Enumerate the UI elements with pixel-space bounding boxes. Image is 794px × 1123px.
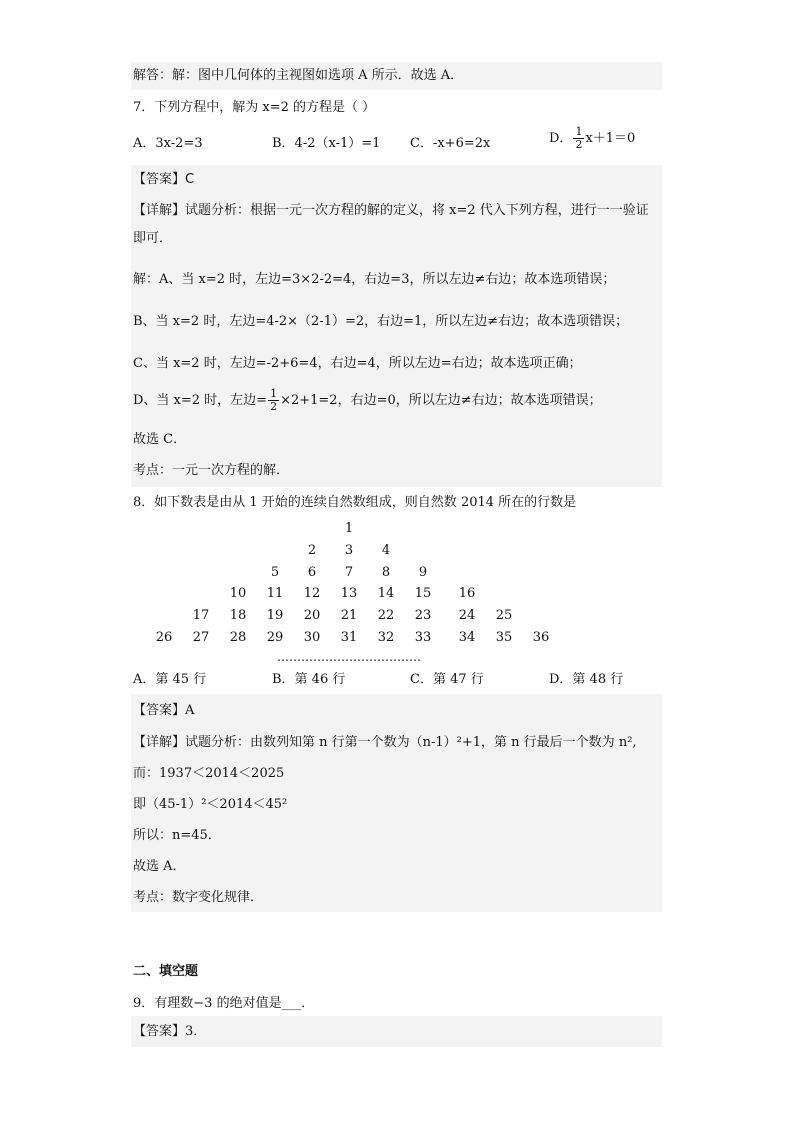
q7-option-c: C．-x+6=2x [410,136,491,151]
q7-line-c: C、当 x=2 时，左边=-2+6=4，右边=4，所以左边=右边；故本选项正确； [133,356,582,371]
number-cell: 26 [155,630,173,645]
q8-option-a: A．第 45 行 [133,672,207,687]
number-cell: 27 [192,630,210,645]
section-title: 二、填空题 [133,964,199,979]
q8-line-1: 而：1937＜2014＜2025 [133,766,285,781]
number-cell: 13 [340,586,358,601]
number-cell: 19 [266,608,284,623]
number-cell: 29 [266,630,284,645]
number-cell: 3 [344,543,354,558]
q7-line-d-post: ×2+1=2，右边=0，所以左边≠右边；故本选项错误； [280,393,602,408]
number-cell: 6 [307,565,317,580]
q7-option-d [549,126,635,151]
number-cell: 4 [381,543,391,558]
q7-option-b: B．4-2（x-1）=1 [272,136,381,151]
q8-stem: 8．如下数表是由从 1 开始的连续自然数组成，则自然数 2014 所在的行数是 [133,495,577,510]
number-cell: 8 [381,565,391,580]
number-cell: 7 [344,565,354,580]
number-cell: 1 [344,521,354,536]
q7-stem: 7．下列方程中，解为 x=2 的方程是（ ） [133,100,376,115]
number-cell: 2 [307,543,317,558]
number-cell: 24 [458,608,476,623]
number-cell: 34 [458,630,476,645]
q7-line-d [133,388,602,413]
q7-point: 考点：一元一次方程的解． [133,463,290,478]
q8-option-d: D．第 48 行 [549,672,624,687]
number-cell: 11 [266,586,284,601]
number-cell: 12 [303,586,321,601]
number-cell: 30 [303,630,321,645]
number-cell: 28 [229,630,247,645]
q9-answer-block [131,1016,662,1047]
number-cell: 17 [192,608,210,623]
q7-option-d-label: D． [549,131,573,146]
q8-conclusion: 故选 A． [133,859,186,874]
number-cell: 25 [495,608,513,623]
number-cell: 10 [229,586,247,601]
number-cell: 5 [270,565,280,580]
number-cell: 18 [229,608,247,623]
q8-point: 考点：数字变化规律． [133,890,264,905]
q7-line-a: 解：A、当 x=2 时，左边=3×2-2=4，右边=3，所以左边≠右边；故本选项错误； [133,272,616,287]
q9-stem: 9．有理数−3 的绝对值是___． [133,996,315,1011]
q7-detail: 【详解】试题分析：根据一元一次方程的解的定义，将 x=2 代入下列方程，进行一一验证即可． [133,203,649,246]
q7-line-d-fraction: $\frac{1}{2}$ [270,387,278,413]
q6-solution: 解答：解：图中几何体的主视图如选项 A 所示．故选 A． [133,68,464,83]
number-triangle-ellipsis: ……………………………… [277,650,421,664]
q7-answer: 【答案】C [133,172,195,187]
q8-line-2: 即（45-1）²＜2014＜45² [133,797,288,812]
q7-option-d-fraction: $\frac{1}{2}$ [575,125,583,151]
number-cell: 32 [377,630,395,645]
q8-answer: 【答案】A [133,703,195,718]
number-cell: 36 [532,630,550,645]
q8-line-3: 所以：n=45． [133,828,221,843]
number-cell: 20 [303,608,321,623]
number-cell: 15 [414,586,432,601]
q7-option-a: A．3x-2=3 [133,136,203,151]
q8-option-b: B．第 46 行 [272,672,346,687]
number-cell: 21 [340,608,358,623]
q8-detail: 【详解】试题分析：由数列知第 n 行第一个数为（n-1）²+1，第 n 行最后一个数为 n², [133,735,637,750]
q7-line-d-pre: D、当 x=2 时，左边= [133,393,268,408]
q9-answer: 【答案】3． [133,1024,207,1039]
q7-option-d-rest: x＋1＝0 [585,131,636,146]
q7-conclusion: 故选 C． [133,432,187,447]
number-cell: 16 [458,586,476,601]
number-cell: 31 [340,630,358,645]
number-cell: 33 [414,630,432,645]
number-cell: 9 [418,565,428,580]
q8-option-c: C．第 47 行 [410,672,484,687]
number-cell: 22 [377,608,395,623]
number-cell: 23 [414,608,432,623]
number-cell: 35 [495,630,513,645]
q7-line-b: B、当 x=2 时，左边=4-2×（2-1）=2，右边=1，所以左边≠右边；故本选项错误； [133,314,629,329]
number-cell: 14 [377,586,395,601]
